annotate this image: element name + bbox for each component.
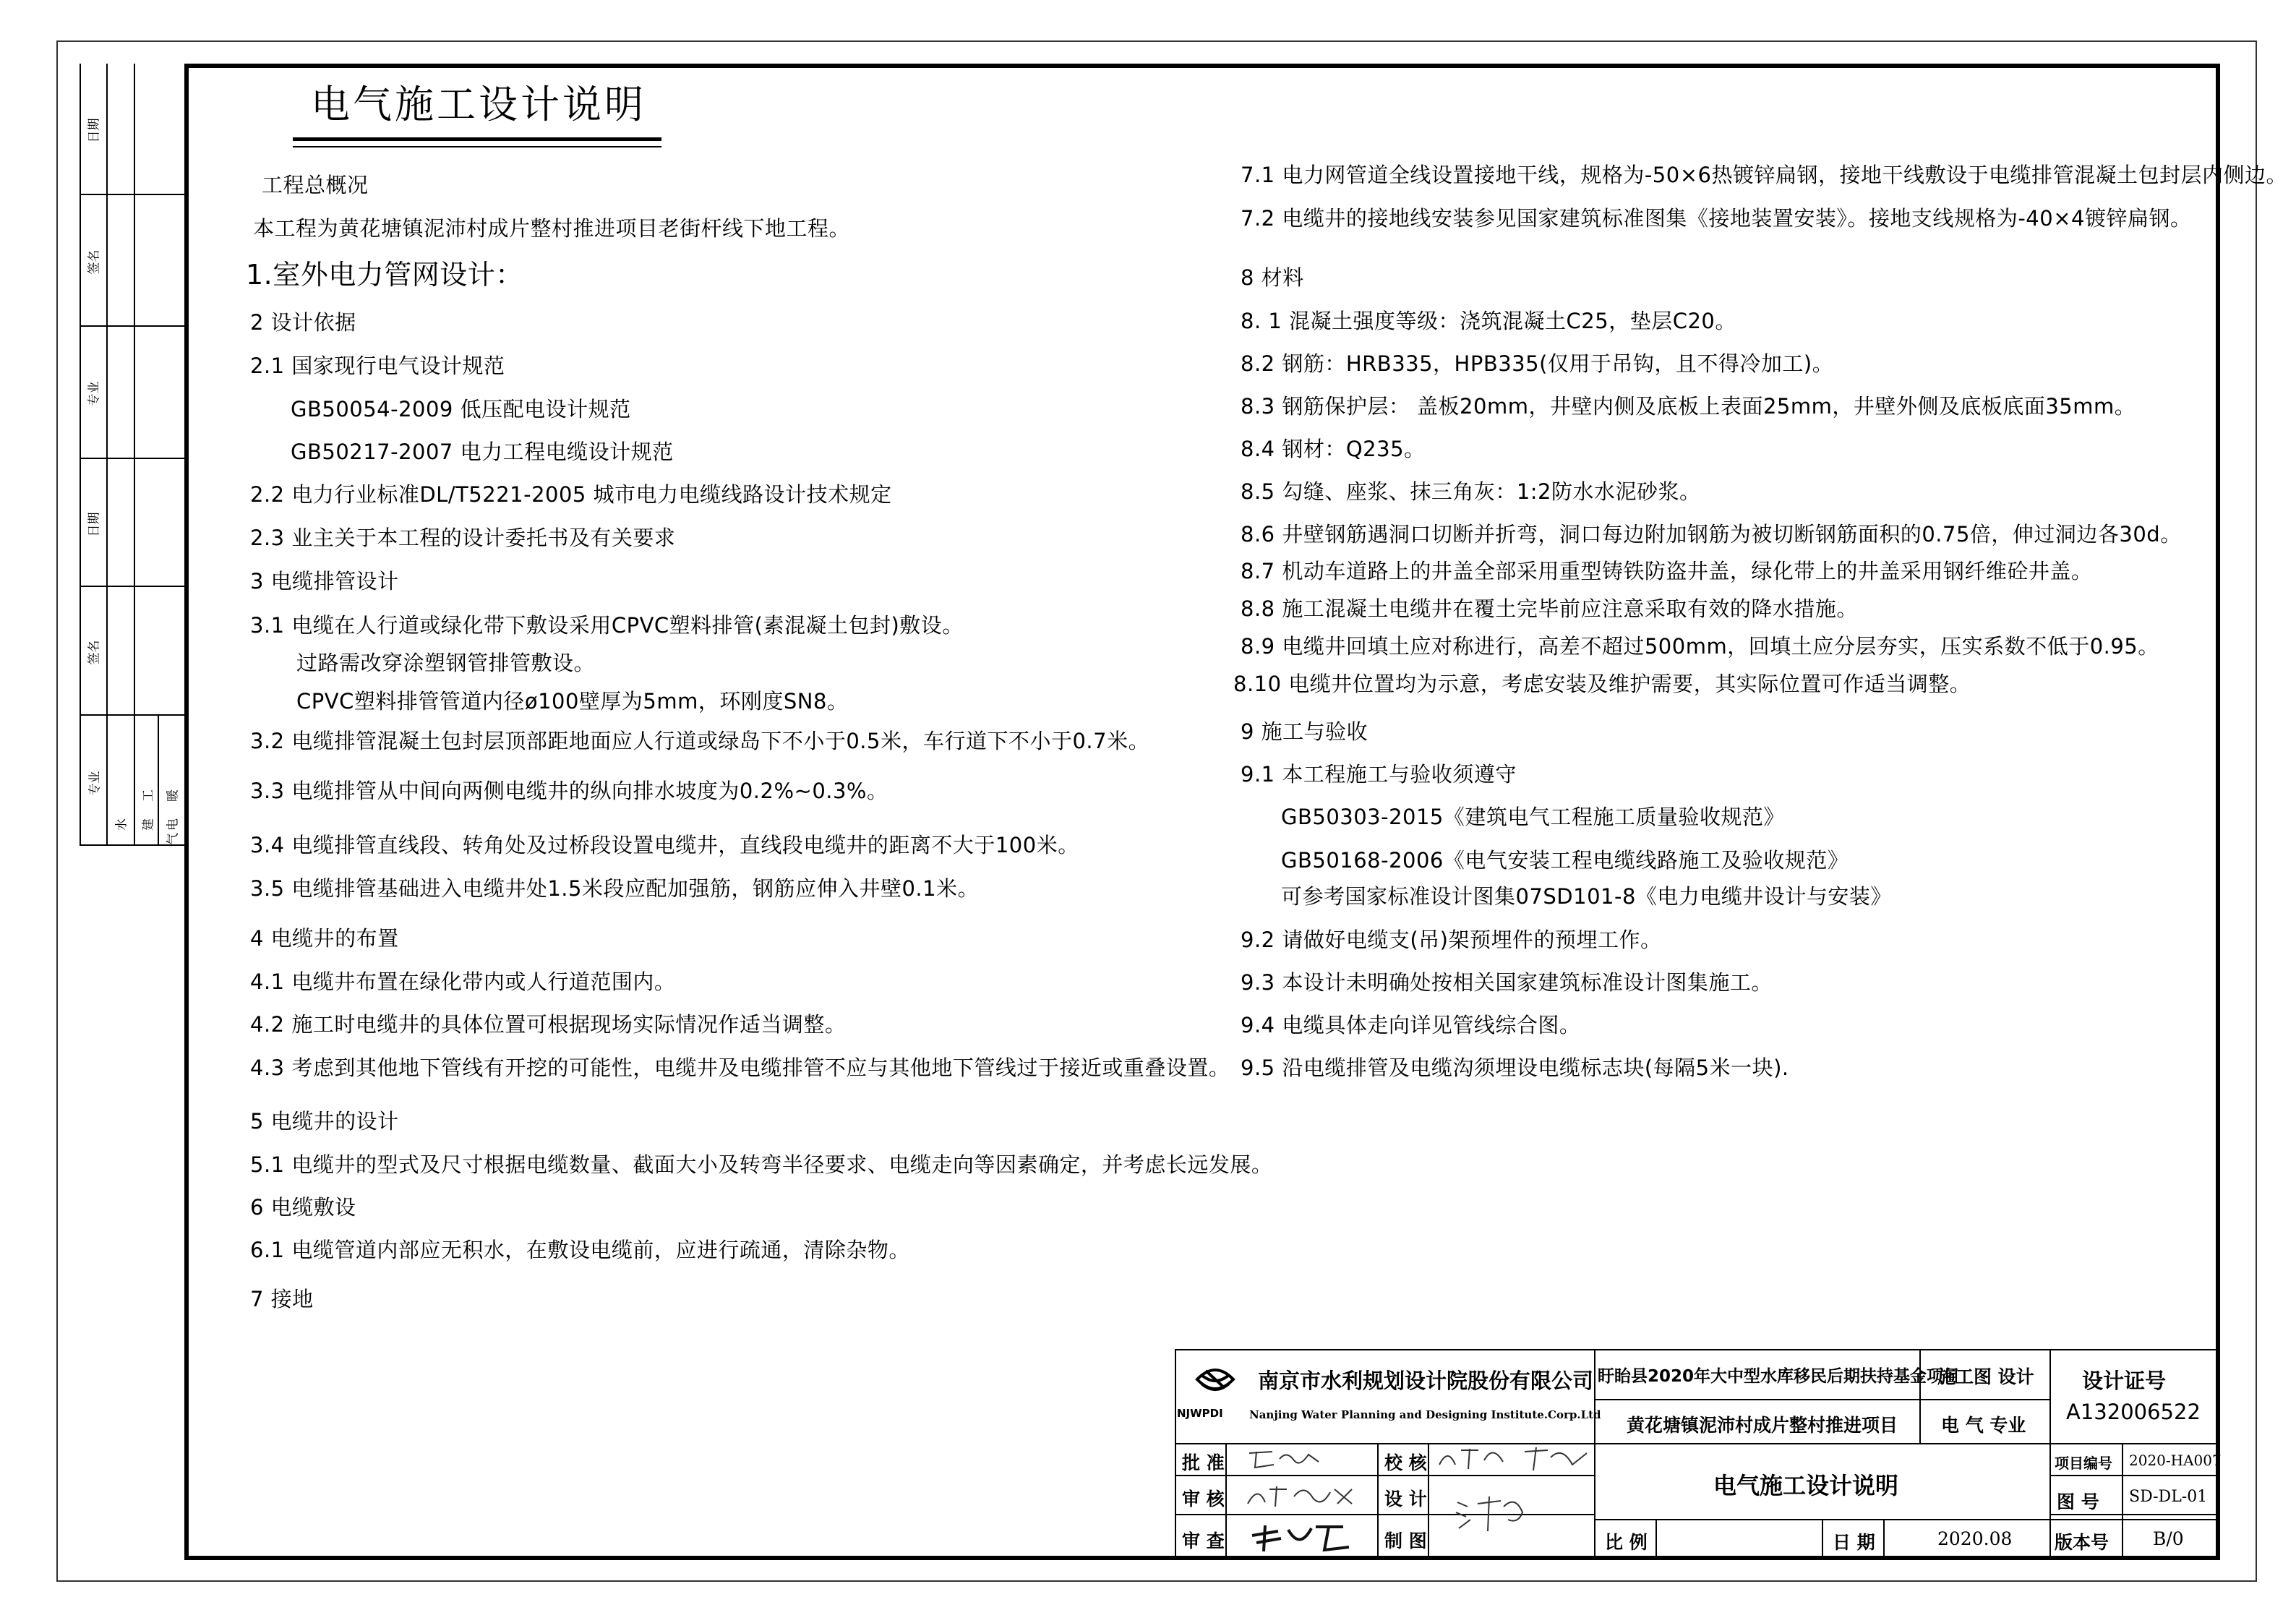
text-line: 7.2 电缆井的接地线安装参见国家建筑标准图集《接地装置安装》。接地支线规格为-40×4镀锌扁钢。	[1241, 206, 2192, 231]
text-line: 4 电缆井的布置	[250, 926, 399, 951]
strip-label-elec: 电	[166, 818, 181, 831]
cert-label: 设计证号	[2082, 1369, 2167, 1393]
text-line: 9.2 请做好电缆支(吊)架预埋件的预埋工作。	[1241, 928, 1662, 952]
date-label: 日 期	[1833, 1532, 1875, 1553]
text-line: 7 接地	[250, 1287, 314, 1311]
signature-review	[1243, 1482, 1359, 1517]
text-line: 4.3 考虑到其他地下管线有开挖的可能性，电缆井及电缆排管不应与其他地下管线过于接近或重叠设置。	[250, 1055, 1230, 1080]
design-label: 设 计	[1384, 1489, 1427, 1509]
text-line: 8.8 施工混凝土电缆井在覆土完毕前应注意采取有效的降水措施。	[1241, 596, 1858, 621]
text-line: 3.5 电缆排管基础进入电缆井处1.5米段应配加强筋，钢筋应伸入井壁0.1米。	[250, 876, 980, 901]
text-line: 8.6 井壁钢筋遇洞口切断并折弯，洞口每边附加钢筋为被切断钢筋面积的0.75倍，伸过洞边各30d。	[1241, 522, 2182, 547]
text-line: 8. 1 混凝土强度等级：浇筑混凝土C25，垫层C20。	[1241, 309, 1736, 333]
text-line: 8.10 电缆井位置均为示意，考虑安装及维护需要，其实际位置可作适当调整。	[1233, 672, 1971, 696]
scale-label: 比 例	[1605, 1532, 1648, 1553]
text-line: GB50217-2007 电力工程电缆设计规范	[291, 440, 674, 464]
section-heading: 1.室外电力管网设计：	[246, 259, 523, 291]
text-line: 8.5 勾缝、座浆、抹三角灰：1:2防水水泥砂浆。	[1241, 479, 1701, 504]
drawing-no-label: 图 号	[2057, 1491, 2099, 1512]
strip-label-build: 建	[141, 818, 156, 831]
strip-label-gas: 气	[166, 833, 181, 845]
design-stage: 施工图 设计	[1937, 1366, 2034, 1387]
strip-label-sign-2: 签名	[87, 640, 102, 665]
check-label: 审 查	[1182, 1530, 1225, 1551]
text-line: 8 材料	[1241, 265, 1304, 290]
text-line: CPVC塑料排管管道内径ø100壁厚为5mm，环刚度SN8。	[296, 689, 849, 714]
company-name: 南京市水利规划设计院股份有限公司	[1258, 1369, 1594, 1393]
strip-label-discipline: 专业	[87, 381, 102, 406]
cert-number: A132006522	[2066, 1400, 2201, 1424]
text-line: 3.1 电缆在人行道或绿化带下敷设采用CPVC塑料排管(素混凝土包封)敷设。	[250, 613, 964, 638]
version-value: B/0	[2153, 1528, 2184, 1549]
strip-label-hvac: 暖	[166, 789, 181, 802]
strip-label-water: 水	[114, 818, 129, 831]
signature-check	[1249, 1521, 1358, 1560]
text-line: 3.2 电缆排管混凝土包封层顶部距地面应人行道或绿岛下不小于0.5米，车行道下不小于0.7米。	[250, 729, 1150, 753]
page-title: 电气施工设计说明	[311, 82, 646, 127]
date-value: 2020.08	[1937, 1528, 2013, 1549]
text-line: GB50168-2006《电气安装工程电缆线路施工及验收规范》	[1281, 848, 1849, 873]
text-line: 8.3 钢筋保护层： 盖板20mm，井壁内侧及底板上表面25mm，井壁外侧及底板底面35mm。	[1241, 394, 2136, 419]
text-line: 工程总概况	[262, 173, 369, 197]
text-line: 9 施工与验收	[1241, 719, 1368, 744]
text-line: 9.1 本工程施工与验收须遵守	[1241, 762, 1517, 787]
text-line: 4.2 施工时电缆井的具体位置可根据现场实际情况作适当调整。	[250, 1012, 847, 1037]
text-line: 3.4 电缆排管直线段、转角处及过桥段设置电缆井，直线段电缆井的距离不大于100米。	[250, 833, 1079, 857]
approve-label: 批 准	[1182, 1452, 1225, 1473]
title-underline	[293, 137, 661, 141]
text-line: 可参考国家标准设计图集07SD101-8《电力电缆井设计与安装》	[1281, 884, 1892, 909]
review-label: 审 核	[1182, 1489, 1225, 1509]
text-line: 2.2 电力行业标准DL/T5221-2005 城市电力电缆线路设计技术规定	[250, 482, 892, 507]
discipline: 电 气 专业	[1941, 1415, 2026, 1436]
title-underline-thin	[293, 146, 661, 147]
text-line: 5 电缆井的设计	[250, 1109, 399, 1134]
text-line: 6 电缆敷设	[250, 1195, 356, 1220]
logo-text: NJWPDI	[1177, 1407, 1223, 1420]
drawing-title: 电气施工设计说明	[1713, 1472, 1899, 1499]
binding-strip	[80, 64, 184, 846]
text-line: 本工程为黄花塘镇泥沛村成片整村推进项目老街杆线下地工程。	[253, 216, 851, 241]
signature-approve	[1243, 1446, 1330, 1478]
text-line: 3 电缆排管设计	[250, 569, 399, 594]
drawing-no: SD-DL-01	[2129, 1488, 2208, 1506]
text-line: 6.1 电缆管道内部应无积水，在敷设电缆前，应进行疏通，清除杂物。	[250, 1238, 910, 1262]
text-line: 8.4 钢材：Q235。	[1241, 437, 1426, 461]
text-line: 2.3 业主关于本工程的设计委托书及有关要求	[250, 526, 676, 550]
strip-label-date: 日期	[87, 118, 102, 143]
text-line: 2 设计依据	[250, 310, 356, 335]
company-name-en: Nanjing Water Planning and Designing Institute.Corp.Ltd	[1249, 1408, 1601, 1421]
text-line: 9.4 电缆具体走向详见管线综合图。	[1241, 1013, 1581, 1037]
text-line: 3.3 电缆排管从中间向两侧电缆井的纵向排水坡度为0.2%~0.3%。	[250, 779, 888, 803]
company-logo-icon	[1191, 1358, 1239, 1401]
strip-label-date-2: 日期	[87, 512, 102, 537]
project-subname: 黄花塘镇泥沛村成片整村推进项目	[1627, 1415, 1898, 1436]
strip-label-discipline-bottom: 专业	[87, 771, 103, 796]
text-line: GB50054-2009 低压配电设计规范	[291, 397, 631, 421]
text-line: GB50303-2015《建筑电气工程施工质量验收规范》	[1281, 805, 1785, 829]
text-line: 5.1 电缆井的型式及尺寸根据电缆数量、截面大小及转弯半径要求、电缆走向等因素确定，并考虑长远发展。	[250, 1152, 1273, 1177]
text-line: 8.9 电缆井回填土应对称进行，高差不超过500mm，回填土应分层夯实，压实系数不低于0.95。	[1241, 634, 2159, 659]
proof-label: 校 核	[1384, 1452, 1427, 1473]
strip-label-sign: 签名	[87, 249, 102, 275]
project-no-label: 项目编号	[2055, 1455, 2112, 1472]
text-line: 8.7 机动车道路上的井盖全部采用重型铸铁防盗井盖，绿化带上的井盖采用钢纤维砼井盖。	[1241, 559, 2093, 583]
text-line: 4.1 电缆井布置在绿化带内或人行道范围内。	[250, 969, 676, 994]
text-line: 2.1 国家现行电气设计规范	[250, 354, 505, 378]
signature-proof	[1435, 1443, 1594, 1481]
project-no: 2020-HA007	[2129, 1452, 2222, 1469]
project-name: 盱眙县2020年大中型水库移民后期扶持基金项目	[1598, 1367, 1961, 1386]
draw-label: 制 图	[1384, 1530, 1427, 1551]
strip-label-work: 工	[141, 789, 156, 802]
text-line: 8.2 钢筋：HRB335，HPB335(仅用于吊钩，且不得冷加工)。	[1241, 351, 1834, 376]
text-line: 9.5 沿电缆排管及电缆沟须埋设电缆标志块(每隔5米一块).	[1241, 1055, 1789, 1080]
signature-design	[1453, 1491, 1533, 1540]
text-line: 9.3 本设计未明确处按相关国家建筑标准设计图集施工。	[1241, 970, 1773, 995]
text-line: 7.1 电力网管道全线设置接地干线，规格为-50×6热镀锌扁钢，接地干线敷设于电缆排管混凝土包封层内侧边。	[1241, 163, 2287, 187]
text-line: 过路需改穿涂塑钢管排管敷设。	[296, 651, 596, 675]
version-label: 版本号	[2055, 1532, 2109, 1553]
